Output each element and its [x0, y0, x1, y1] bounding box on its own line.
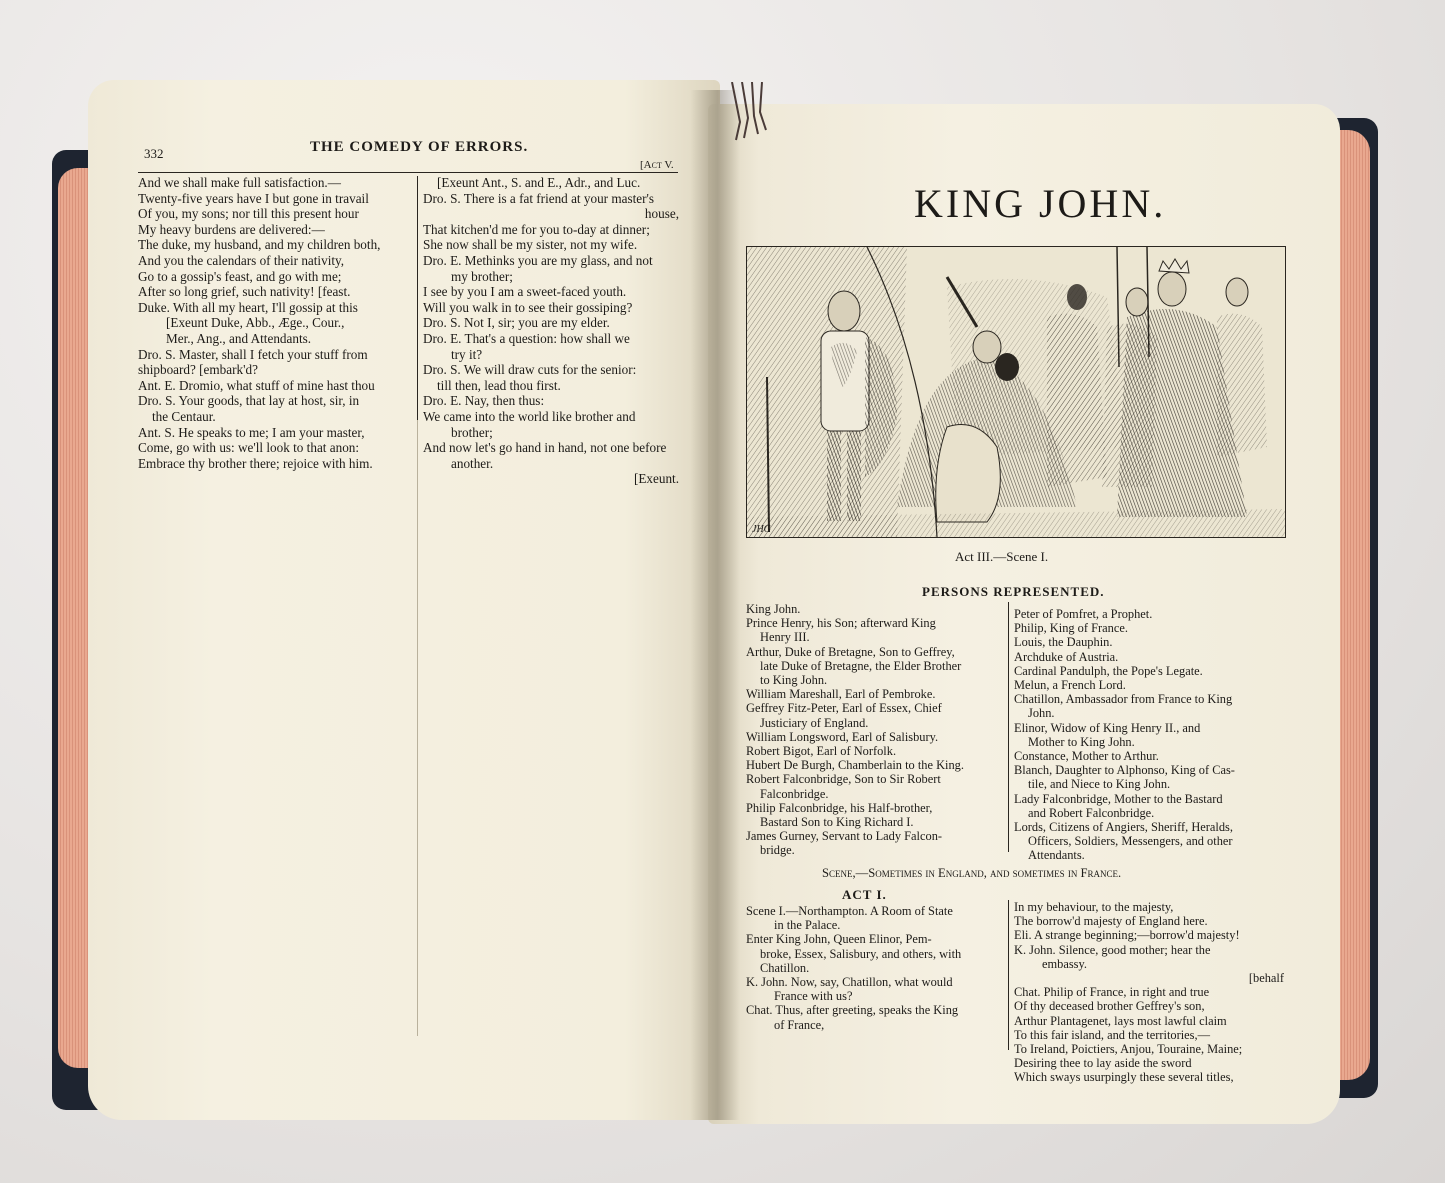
text-line: King John.	[746, 602, 801, 616]
text-line: to King John.	[760, 673, 828, 688]
text-line: Geffrey Fitz-Peter, Earl of Essex, Chief	[746, 701, 942, 716]
text-line: Chatillon.	[760, 960, 810, 975]
text-line: Peter of Pomfret, a Prophet.	[1014, 607, 1153, 621]
text-line: My heavy burdens are delivered:—	[138, 221, 325, 237]
text-line: [behalf	[1248, 971, 1284, 986]
persons-heading: PERSONS REPRESENTED.	[922, 584, 1105, 599]
left-column-1	[138, 175, 414, 471]
text-line: Attendants.	[1028, 848, 1085, 863]
text-line: Dro. S. Not I, sir; you are my elder.	[423, 315, 610, 331]
text-line: Mother to King John.	[1028, 734, 1135, 749]
text-line: Philip Falconbridge, his Half-brother,	[746, 800, 933, 815]
left-column-2	[423, 175, 679, 487]
text-line: Scene I.—Northampton. A Room of State	[746, 904, 953, 918]
text-line: Melun, a French Lord.	[1014, 678, 1126, 693]
engraver-signature: JHG	[752, 524, 771, 535]
text-line: To Ireland, Poictiers, Anjou, Touraine, Maine;	[1014, 1042, 1243, 1057]
text-line: and Robert Falconbridge.	[1028, 805, 1155, 820]
text-line: To this fair island, and the territories,—	[1014, 1027, 1210, 1042]
text-line: And you the calendars of their nativity,	[138, 252, 345, 268]
text-line: John.	[1028, 706, 1055, 721]
text-line: Will you walk in to see their gossiping?	[423, 299, 633, 315]
scene-line: Scene,—Sometimes in England, and sometimes in France.	[822, 866, 1122, 880]
text-line: That kitchen'd me for you to-day at dinner;	[423, 221, 650, 237]
text-line: Chatillon, Ambassador from France to King	[1014, 692, 1233, 707]
text-line: brother;	[451, 424, 493, 440]
text-line: Prince Henry, his Son; afterward King	[746, 616, 936, 631]
text-line: Chat. Thus, after greeting, speaks the King	[746, 1003, 959, 1018]
text-line: shipboard? [embark'd?	[138, 362, 258, 378]
text-line: Embrace thy brother there; rejoice with him.	[138, 455, 373, 471]
text-line: Chat. Philip of France, in right and true	[1014, 985, 1210, 1000]
text-line: Justiciary of England.	[760, 715, 869, 730]
engraving-illustration	[746, 246, 1286, 538]
text-line: tile, and Niece to King John.	[1028, 777, 1171, 792]
book-gutter	[690, 90, 740, 1120]
text-line: James Gurney, Servant to Lady Falcon-	[746, 829, 943, 844]
text-line: Dro. E. Methinks you are my glass, and not	[423, 252, 653, 268]
text-line: Archduke of Austria.	[1014, 649, 1119, 664]
text-line: And now let's go hand in hand, not one before	[423, 440, 667, 456]
persons-column-1	[746, 602, 1004, 858]
text-line: Dro. S. Your goods, that lay at host, sir, in	[138, 393, 360, 409]
text-line: William Mareshall, Earl of Pembroke.	[746, 687, 936, 702]
text-line: Of you, my sons; nor till this present hour	[138, 206, 359, 222]
act-divider	[1008, 900, 1009, 1050]
text-line: Falconbridge.	[760, 786, 829, 801]
text-line: Ant. E. Dromio, what stuff of mine hast thou	[138, 377, 375, 393]
header-rule	[138, 172, 678, 173]
text-line: Elinor, Widow of King Henry II., and	[1014, 720, 1201, 735]
page-number: 332	[144, 146, 164, 161]
act-column-2	[1014, 900, 1284, 1085]
text-line: broke, Essex, Salisbury, and others, with	[760, 946, 962, 961]
text-line: Henry III.	[760, 630, 810, 645]
text-line: the Centaur.	[152, 408, 216, 424]
text-line: another.	[451, 455, 494, 471]
bookmark-ribbon-icon	[728, 82, 772, 142]
text-line: Philip, King of France.	[1014, 621, 1128, 636]
text-line: Come, go with us: we'll look to that anon:	[138, 440, 360, 456]
text-line: France with us?	[774, 989, 853, 1004]
text-line: Louis, the Dauphin.	[1014, 635, 1113, 650]
play-title: KING JOHN.	[914, 181, 1167, 226]
text-line: Enter King John, Queen Elinor, Pem-	[746, 932, 932, 947]
text-line: Hubert De Burgh, Chamberlain to the King.	[746, 758, 964, 773]
text-line: K. John. Silence, good mother; hear the	[1014, 942, 1211, 957]
persons-divider	[1008, 602, 1009, 852]
text-line: Robert Bigot, Earl of Norfolk.	[746, 744, 897, 759]
text-line: The borrow'd majesty of England here.	[1014, 914, 1208, 929]
text-line: In my behaviour, to the majesty,	[1014, 900, 1174, 914]
text-line: till then, lead thou first.	[437, 377, 561, 393]
text-line: Mer., Ang., and Attendants.	[166, 330, 312, 346]
text-line: Twenty-five years have I but gone in travail	[138, 190, 369, 206]
text-line: try it?	[451, 346, 483, 362]
text-line: I see by you I am a sweet-faced youth.	[423, 284, 627, 300]
text-line: Which sways usurpingly these several titles,	[1014, 1070, 1234, 1085]
text-line: After so long grief, such nativity! [feast.	[138, 284, 351, 300]
text-line: Dro. E. Nay, then thus:	[423, 393, 545, 409]
text-line: Lords, Citizens of Angiers, Sheriff, Heralds,	[1014, 820, 1233, 835]
text-line: Dro. S. There is a fat friend at your master's	[423, 190, 655, 206]
text-line: Go to a gossip's feast, and go with me;	[138, 268, 342, 284]
column-divider-text	[417, 176, 418, 420]
text-line: Duke. With all my heart, I'll gossip at this	[138, 299, 358, 315]
text-line: K. John. Now, say, Chatillon, what would	[746, 975, 953, 990]
text-line: of France,	[774, 1017, 825, 1032]
text-line: [Exeunt Duke, Abb., Ægе., Cour.,	[166, 315, 345, 331]
text-line: my brother;	[451, 268, 513, 284]
text-line: [Exeunt Ant., S. and E., Adr., and Luc.	[437, 175, 641, 190]
text-line: Desiring thee to lay aside the sword	[1014, 1056, 1192, 1071]
running-head: THE COMEDY OF ERRORS.	[310, 139, 529, 155]
text-line: Dro. S. We will draw cuts for the senior:	[423, 362, 637, 378]
text-line: in the Palace.	[774, 918, 841, 933]
text-line: house,	[644, 206, 679, 222]
text-line: Dro. E. That's a question: how shall we	[423, 330, 630, 346]
text-line: Blanch, Daughter to Alphonso, King of Cas-	[1014, 763, 1235, 778]
act-column-1	[746, 904, 1004, 1032]
text-line: Bastard Son to King Richard I.	[760, 815, 914, 830]
text-line: We came into the world like brother and	[423, 408, 636, 424]
text-line: Of thy deceased brother Geffrey's son,	[1014, 999, 1205, 1014]
text-line: [Exeunt.	[633, 471, 679, 487]
text-line: late Duke of Bretagne, the Elder Brother	[760, 658, 962, 673]
text-line: William Longsword, Earl of Salisbury.	[746, 729, 939, 744]
act-heading: ACT I.	[842, 887, 887, 902]
text-line: Robert Falconbridge, Son to Sir Robert	[746, 772, 941, 787]
text-line: Lady Falconbridge, Mother to the Bastard	[1014, 791, 1223, 806]
persons-column-2	[1014, 607, 1286, 863]
text-line: bridge.	[760, 843, 795, 858]
text-line: Arthur Plantagenet, lays most lawful claim	[1014, 1013, 1227, 1028]
text-line: Dro. S. Master, shall I fetch your stuff from	[138, 346, 368, 362]
engraving-caption: Act III.—Scene I.	[955, 549, 1049, 564]
text-line: Officers, Soldiers, Messengers, and other	[1028, 834, 1233, 849]
text-line: And we shall make full satisfaction.—	[138, 175, 341, 190]
text-line: The duke, my husband, and my children both,	[138, 237, 381, 253]
text-line: Cardinal Pandulph, the Pope's Legate.	[1014, 663, 1203, 678]
text-line: Arthur, Duke of Bretagne, Son to Geffrey,	[746, 644, 955, 659]
text-line: She now shall be my sister, not my wife.	[423, 237, 638, 253]
text-line: embassy.	[1042, 956, 1087, 971]
act-marker: [Act V.	[640, 159, 674, 171]
text-line: Eli. A strange beginning;—borrow'd majesty!	[1014, 928, 1240, 943]
text-line: Constance, Mother to Arthur.	[1014, 749, 1159, 764]
text-line: Ant. S. He speaks to me; I am your master,	[138, 424, 365, 440]
